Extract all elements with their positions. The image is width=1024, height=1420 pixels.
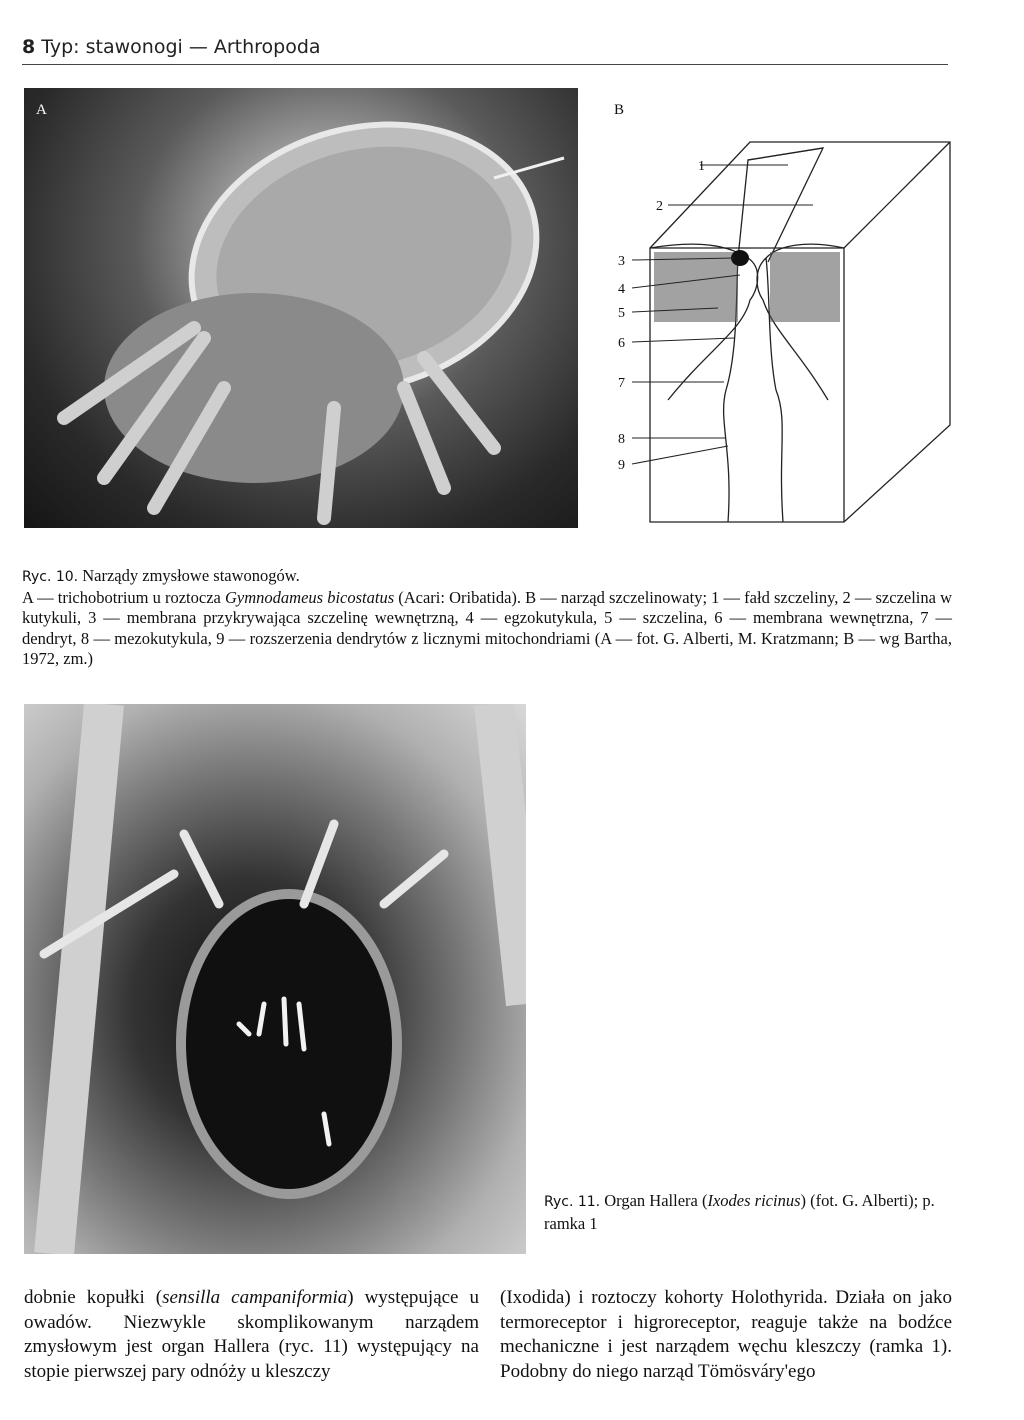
figure-10-body: (Acari: Oribatida). B — narząd szczelinowaty; 1 — fałd szczeliny, 2 — szczelina w kutykuli, 3 — membrana przykrywająca szczelinę wewnętrzną, 4 — egzokutykula, 5 — szczelina, 6 — membrana wewnętrzna, 7 — dendryt, 8 — mezokutykula, 9 — rozszerzenia dendrytów z licznymi mitochondriami (A — fot. G. Alberti, M. Kratzmann; B — wg Bartha, 1972, zm.) [22,587,953,668]
figure-11-label: Ryc. 11. [544,1194,601,1210]
figure-10b-slit-organ-diagram [598,90,958,530]
running-header [22,36,321,58]
diagram-label-7: 7 [618,376,625,391]
body-text-right-column [500,1286,952,1384]
figure-10-caption [22,566,952,670]
diagram-label-5: 5 [618,306,625,321]
diagram-label-3: 3 [618,254,625,269]
figure-10-species: Gymnodameus bicostatus [225,587,395,607]
diagram-label-4: 4 [618,282,625,297]
figure-10-a-prefix: A — trichobotrium u roztocza [22,587,225,607]
figure-11-post: ) (fot. G. Alberti); p. ramka 1 [544,1191,935,1233]
header-rule [22,64,948,65]
left-italic: sensilla campaniformia [162,1287,348,1308]
hallers-organ-illustration [24,704,526,1254]
figure-10a-sem-photo [24,88,578,528]
figure-10-label: Ryc. 10. [22,569,79,585]
right-text: (Ixodida) i roztoczy kohorty Holothyrida. Działa on jako termoreceptor i higroreceptor, reaguje także na bodźce mechaniczne i jest narządem węchu kleszczy (ramka 1). Podobny do niego narząd Tömösváry'ego [500,1287,952,1382]
body-text-left-column [24,1286,479,1384]
mite-illustration [24,88,578,528]
panel-b-letter: B [614,102,625,118]
panel-a-letter: A [36,102,47,118]
figure-11-pre: Organ Hallera ( [600,1191,708,1210]
figure-10-title: Narządy zmysłowe stawonogów. [78,566,300,585]
figure-11-caption [544,1190,952,1234]
page-number: 8 [22,36,36,58]
diagram-label-6: 6 [618,336,625,351]
diagram-label-8: 8 [618,432,625,447]
diagram-label-9: 9 [618,458,625,473]
diagram-label-2: 2 [656,199,663,214]
left-post: ) występujące u owadów. Niezwykle skomplikowanym narządem zmysłowym jest organ Hallera (ryc. 11) występujący na stopie pierwszej pary odnóży u kleszczy [24,1287,479,1382]
figure-11-species: Ixodes ricinus [707,1191,801,1210]
left-pre: dobnie kopułki ( [24,1287,163,1308]
block-diagram [598,90,958,530]
header-title: Typ: stawonogi — Arthropoda [41,36,321,58]
diagram-label-1: 1 [698,159,705,174]
figure-11-sem-photo [24,704,526,1254]
